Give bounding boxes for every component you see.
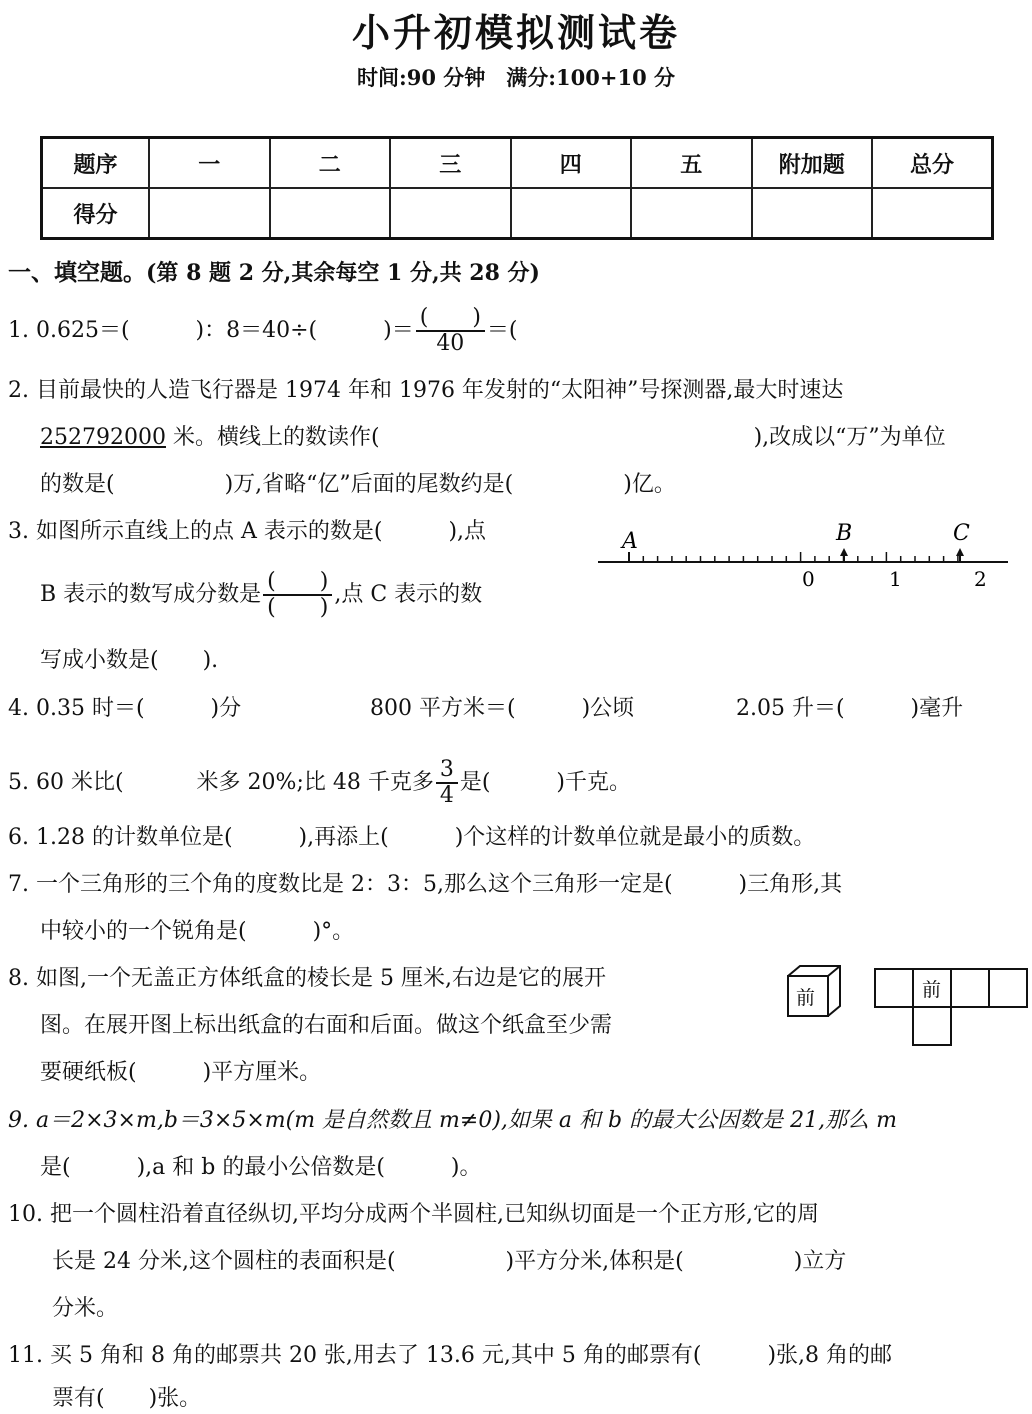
q1-tail: ＝( [486, 318, 518, 343]
question-11-line-1: 11. 买 5 角和 8 角的邮票共 20 张,用去了 13.6 元,其中 5 角的邮票有( )张,8 角的邮 [8, 1343, 893, 1368]
net-square-4 [989, 969, 1027, 1007]
question-3-line-2 [40, 570, 482, 620]
box-net-figure [872, 966, 1030, 1050]
score-row-label: 得分 [42, 188, 150, 239]
q1-frac-num: ( ) [416, 306, 485, 332]
section-title: 一、填空题。 [8, 259, 146, 286]
point-b-label: B [836, 521, 853, 546]
score-cell: 总分 [872, 138, 993, 189]
question-2-line-2 [40, 423, 946, 453]
q3-frac-num: ( ) [263, 570, 332, 596]
question-3-line-3: 写成小数是( ). [40, 648, 219, 673]
score-cell: 四 [511, 138, 632, 189]
question-6: 6. 1.28 的计数单位是( ),再添上( )个这样的计数单位就是最小的质数。 [8, 825, 816, 850]
score-cell: 二 [270, 138, 391, 189]
point-a-label: A [622, 529, 638, 554]
box-side-edge [828, 966, 840, 976]
question-8-line-2: 图。在展开图上标出纸盒的右面和后面。做这个纸盒至少需 [40, 1013, 613, 1038]
number-line-figure [596, 518, 1016, 594]
question-9-line-1: 9. a＝2×3×m,b＝3×5×m(m 是自然数且 m≠0),如果 a 和 b 的最大公因数是 21,那么 m [8, 1108, 897, 1133]
question-9-line-2: 是( ),a 和 b 的最小公倍数是( )。 [40, 1155, 482, 1180]
point-c-label: C [953, 521, 970, 546]
question-10-line-2: 长是 24 分米,这个圆柱的表面积是( )平方分米,体积是( )立方 [52, 1249, 847, 1274]
score-input-cell[interactable] [872, 188, 993, 239]
score-table-header-row [42, 138, 993, 189]
q3-line-2-pre: B 表示的数写成分数是 [40, 582, 262, 607]
score-input-cell[interactable] [390, 188, 511, 239]
question-8-line-3: 要硬纸板( )平方厘米。 [40, 1060, 322, 1085]
q1-fraction [416, 306, 485, 356]
question-10-line-3: 分米。 [52, 1296, 119, 1321]
net-front-label: 前 [922, 979, 942, 1001]
score-cell: 三 [390, 138, 511, 189]
score-cell: 五 [631, 138, 752, 189]
question-4-part-c: 2.05 升＝( )毫升 [736, 696, 964, 721]
score-input-cell[interactable] [631, 188, 752, 239]
open-box-figure [782, 962, 846, 1024]
question-2-line-3: 的数是( )万,省略“亿”后面的尾数约是( )亿。 [40, 472, 676, 497]
question-11-line-2: 票有( )张。 [52, 1386, 202, 1411]
score-input-cell[interactable] [270, 188, 391, 239]
q5-frac-den: 4 [439, 783, 454, 808]
question-8-line-1: 8. 如图,一个无盖正方体纸盒的棱长是 5 厘米,右边是它的展开 [8, 966, 606, 991]
question-2-line-1: 2. 目前最快的人造飞行器是 1974 年和 1976 年发射的“太阳神”号探测器,最大时速达 [8, 378, 844, 403]
section-heading [8, 258, 540, 289]
q5-frac-num: 3 [436, 758, 458, 784]
q5-post: 是( )千克。 [459, 770, 632, 795]
question-7-line-2: 中较小的一个锐角是( )°。 [40, 919, 355, 944]
box-front-label: 前 [796, 987, 816, 1009]
question-10-line-1: 10. 把一个圆柱沿着直径纵切,平均分成两个半圆柱,已知纵切面是一个正方形,它的周 [8, 1202, 819, 1227]
q1-text: 1. 0.625＝( )：8＝40÷( )＝ [8, 318, 414, 343]
score-cell: 一 [149, 138, 270, 189]
question-4-part-a: 4. 0.35 时＝( )分 [8, 696, 242, 721]
tick-label-1: 1 [889, 567, 902, 591]
question-1 [8, 306, 518, 356]
score-input-cell[interactable] [511, 188, 632, 239]
q3-fraction [263, 570, 332, 620]
q2-number: 252792000 [40, 425, 166, 450]
exam-info: 时间:90 分钟 满分:100+10 分 [356, 65, 675, 90]
tick-label-0: 0 [802, 567, 815, 591]
score-input-cell[interactable] [149, 188, 270, 239]
q5-pre: 5. 60 米比( 米多 20%;比 48 千克多 [8, 770, 434, 795]
score-cell: 题序 [42, 138, 150, 189]
q5-fraction [436, 758, 458, 808]
question-7-line-1: 7. 一个三角形的三个角的度数比是 2：3：5,那么这个三角形一定是( )三角形,其 [8, 872, 843, 897]
score-cell: 附加题 [752, 138, 873, 189]
question-4-part-b: 800 平方米＝( )公顷 [370, 696, 635, 721]
net-square-3 [951, 969, 989, 1007]
net-square-bottom [913, 1007, 951, 1045]
q2-line-2-rest: 米。横线上的数读作( ),改成以“万”为单位 [165, 425, 946, 450]
score-table [40, 136, 994, 240]
page-title: 小升初模拟测试卷 [351, 10, 680, 55]
question-5 [8, 758, 631, 808]
number-line-ticks [629, 552, 958, 562]
net-square-left [875, 969, 913, 1007]
score-input-cell[interactable] [752, 188, 873, 239]
section-note: (第 8 题 2 分,其余每空 1 分,共 28 分) [146, 260, 540, 286]
question-3-line-1: 3. 如图所示直线上的点 A 表示的数是( ),点 [8, 519, 487, 544]
q1-frac-den: 40 [436, 331, 465, 356]
q3-frac-den: ( ) [267, 595, 329, 620]
tick-label-2: 2 [974, 567, 987, 591]
q3-line-2-post: ,点 C 表示的数 [334, 582, 483, 607]
score-table-score-row [42, 188, 993, 239]
